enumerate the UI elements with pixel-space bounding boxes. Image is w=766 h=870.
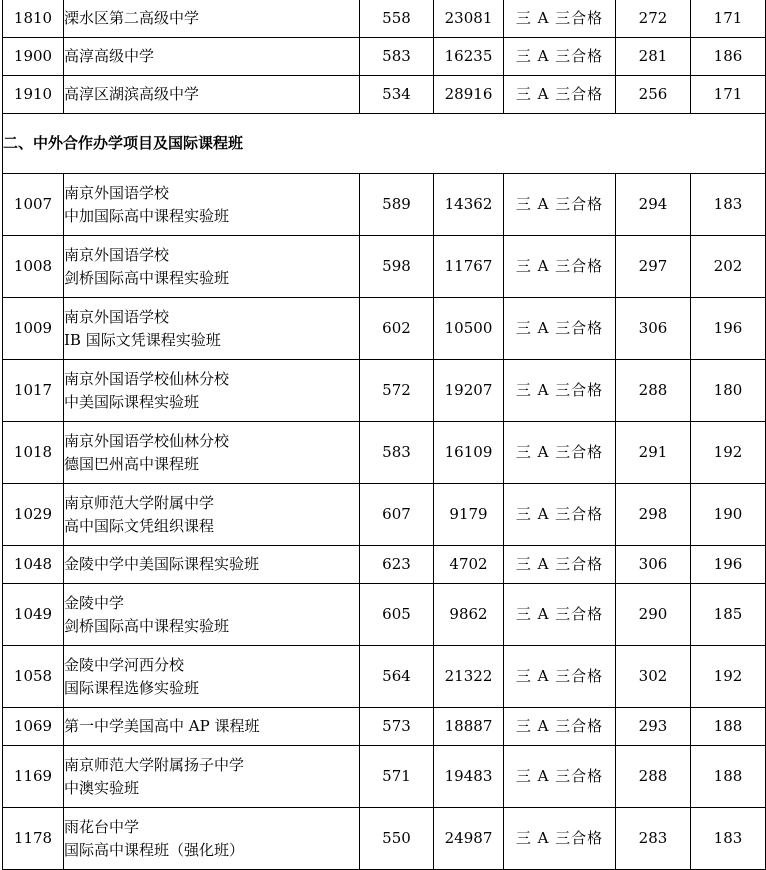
table-row	[3, 298, 766, 360]
value-a-cell: 306	[616, 546, 691, 584]
program-name-line: 高中国际文凭组织课程	[64, 516, 215, 535]
value-b-cell: 196	[691, 546, 766, 584]
value-b-cell: 180	[691, 360, 766, 422]
table-row	[3, 422, 766, 484]
value-a-cell: 256	[616, 76, 691, 114]
rank-cell: 19483	[434, 746, 504, 808]
requirement-cell: 三 A 三合格	[504, 38, 616, 76]
value-b-cell: 190	[691, 484, 766, 546]
table-row	[3, 174, 766, 236]
program-name-line: 南京外国语学校	[64, 245, 170, 264]
table-row	[3, 0, 766, 38]
program-code-cell: 1169	[3, 746, 64, 808]
program-name-line: 南京外国语学校	[64, 307, 170, 326]
value-a-cell: 281	[616, 38, 691, 76]
requirement-cell: 三 A 三合格	[504, 298, 616, 360]
program-code-cell: 1009	[3, 298, 64, 360]
rank-cell: 11767	[434, 236, 504, 298]
rank-cell: 10500	[434, 298, 504, 360]
program-name-cell	[64, 174, 360, 236]
program-name-line: 国际高中课程班（强化班）	[64, 840, 245, 859]
requirement-cell: 三 A 三合格	[504, 174, 616, 236]
program-code-cell: 1810	[3, 0, 64, 38]
program-name-cell	[64, 808, 360, 870]
program-name-cell	[64, 76, 360, 114]
rank-cell: 16109	[434, 422, 504, 484]
program-code-cell: 1058	[3, 646, 64, 708]
rank-cell: 18887	[434, 708, 504, 746]
value-b-cell: 185	[691, 584, 766, 646]
program-name-line: 国际课程选修实验班	[64, 678, 200, 697]
program-name-line: 南京外国语学校仙林分校	[64, 369, 230, 388]
program-name-cell	[64, 236, 360, 298]
score-cell: 602	[360, 298, 434, 360]
requirement-cell: 三 A 三合格	[504, 422, 616, 484]
value-a-cell: 272	[616, 0, 691, 38]
value-b-cell: 192	[691, 422, 766, 484]
requirement-cell: 三 A 三合格	[504, 236, 616, 298]
admissions-table	[2, 0, 766, 870]
value-a-cell: 297	[616, 236, 691, 298]
rank-cell: 19207	[434, 360, 504, 422]
table-row	[3, 38, 766, 76]
score-cell: 550	[360, 808, 434, 870]
score-cell: 564	[360, 646, 434, 708]
table-row	[3, 808, 766, 870]
program-name-line: 溧水区第二高级中学	[64, 9, 200, 27]
rank-cell: 14362	[434, 174, 504, 236]
score-cell: 573	[360, 708, 434, 746]
requirement-cell: 三 A 三合格	[504, 76, 616, 114]
requirement-cell: 三 A 三合格	[504, 360, 616, 422]
value-a-cell: 290	[616, 584, 691, 646]
value-b-cell: 171	[691, 76, 766, 114]
value-b-cell: 196	[691, 298, 766, 360]
program-code-cell: 1049	[3, 584, 64, 646]
requirement-cell: 三 A 三合格	[504, 546, 616, 584]
program-name-line: 中美国际课程实验班	[64, 392, 200, 411]
score-cell: 571	[360, 746, 434, 808]
value-a-cell: 283	[616, 808, 691, 870]
section-title: 二、中外合作办学项目及国际课程班	[3, 114, 766, 174]
program-name-line: 中澳实验班	[64, 778, 140, 797]
program-name-line: 高淳区湖滨高级中学	[64, 85, 200, 103]
value-a-cell: 294	[616, 174, 691, 236]
program-name-line: 南京外国语学校仙林分校	[64, 431, 230, 450]
table-row	[3, 708, 766, 746]
score-cell: 598	[360, 236, 434, 298]
value-b-cell: 183	[691, 174, 766, 236]
score-cell: 605	[360, 584, 434, 646]
program-code-cell: 1900	[3, 38, 64, 76]
program-code-cell: 1007	[3, 174, 64, 236]
table-row	[3, 546, 766, 584]
program-name-cell	[64, 646, 360, 708]
program-name-cell	[64, 708, 360, 746]
rank-cell: 24987	[434, 808, 504, 870]
value-b-cell: 202	[691, 236, 766, 298]
program-name-cell	[64, 584, 360, 646]
value-a-cell: 298	[616, 484, 691, 546]
value-b-cell: 188	[691, 746, 766, 808]
program-name-line: 剑桥国际高中课程实验班	[64, 268, 230, 287]
program-name-line: 南京师范大学附属中学	[64, 493, 215, 512]
table-row	[3, 646, 766, 708]
requirement-cell: 三 A 三合格	[504, 484, 616, 546]
program-name-line: 德国巴州高中课程班	[64, 454, 200, 473]
value-b-cell: 171	[691, 0, 766, 38]
value-b-cell: 183	[691, 808, 766, 870]
program-name-line: 第一中学美国高中 AP 课程班	[64, 717, 260, 735]
value-a-cell: 293	[616, 708, 691, 746]
program-name-cell	[64, 298, 360, 360]
program-name-cell	[64, 422, 360, 484]
program-code-cell: 1178	[3, 808, 64, 870]
program-name-line: 金陵中学河西分校	[64, 655, 185, 674]
program-name-line: IB 国际文凭课程实验班	[64, 330, 221, 349]
table-row	[3, 76, 766, 114]
value-b-cell: 186	[691, 38, 766, 76]
value-b-cell: 192	[691, 646, 766, 708]
requirement-cell: 三 A 三合格	[504, 746, 616, 808]
program-name-line: 中加国际高中课程实验班	[64, 206, 230, 225]
program-name-line: 雨花台中学	[64, 817, 140, 836]
requirement-cell: 三 A 三合格	[504, 646, 616, 708]
score-cell: 583	[360, 422, 434, 484]
program-code-cell: 1069	[3, 708, 64, 746]
program-name-cell	[64, 746, 360, 808]
value-a-cell: 288	[616, 746, 691, 808]
program-name-line: 金陵中学	[64, 593, 125, 612]
program-name-line: 高淳高级中学	[64, 47, 155, 65]
requirement-cell: 三 A 三合格	[504, 0, 616, 38]
program-name-cell	[64, 546, 360, 584]
score-cell: 534	[360, 76, 434, 114]
program-name-cell	[64, 38, 360, 76]
rank-cell: 28916	[434, 76, 504, 114]
table-row	[3, 484, 766, 546]
program-code-cell: 1910	[3, 76, 64, 114]
score-cell: 583	[360, 38, 434, 76]
table-row	[3, 584, 766, 646]
program-name-line: 金陵中学中美国际课程实验班	[64, 555, 260, 573]
value-a-cell: 291	[616, 422, 691, 484]
rank-cell: 4702	[434, 546, 504, 584]
score-cell: 589	[360, 174, 434, 236]
requirement-cell: 三 A 三合格	[504, 584, 616, 646]
program-code-cell: 1017	[3, 360, 64, 422]
table-row	[3, 360, 766, 422]
value-b-cell: 188	[691, 708, 766, 746]
score-cell: 607	[360, 484, 434, 546]
score-cell: 558	[360, 0, 434, 38]
value-a-cell: 306	[616, 298, 691, 360]
table-body	[3, 0, 766, 870]
section-header-row	[3, 114, 766, 174]
program-code-cell: 1018	[3, 422, 64, 484]
rank-cell: 9179	[434, 484, 504, 546]
table-row	[3, 746, 766, 808]
value-a-cell: 288	[616, 360, 691, 422]
requirement-cell: 三 A 三合格	[504, 808, 616, 870]
program-name-cell	[64, 484, 360, 546]
requirement-cell: 三 A 三合格	[504, 708, 616, 746]
program-code-cell: 1008	[3, 236, 64, 298]
score-cell: 572	[360, 360, 434, 422]
value-a-cell: 302	[616, 646, 691, 708]
program-name-cell	[64, 360, 360, 422]
table-row	[3, 236, 766, 298]
program-code-cell: 1029	[3, 484, 64, 546]
rank-cell: 21322	[434, 646, 504, 708]
program-name-cell	[64, 0, 360, 38]
rank-cell: 23081	[434, 0, 504, 38]
rank-cell: 9862	[434, 584, 504, 646]
program-name-line: 剑桥国际高中课程实验班	[64, 616, 230, 635]
rank-cell: 16235	[434, 38, 504, 76]
program-code-cell: 1048	[3, 546, 64, 584]
program-name-line: 南京外国语学校	[64, 183, 170, 202]
program-name-line: 南京师范大学附属扬子中学	[64, 755, 245, 774]
score-cell: 623	[360, 546, 434, 584]
